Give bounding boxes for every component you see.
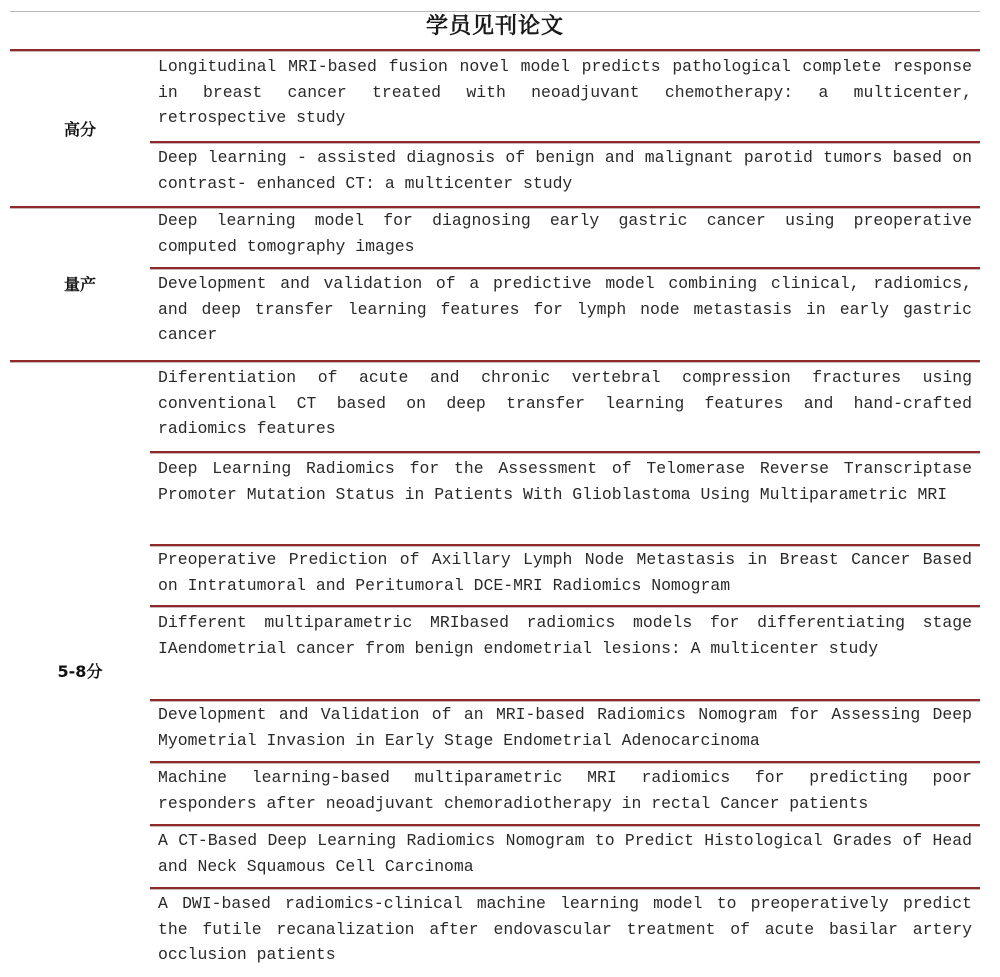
paper-title: Longitudinal MRI-based fusion novel model predicts pathological complete response in breast cancer treated with neoadjuvant chemotherapy: a multicenter, retrospective study <box>158 57 972 127</box>
paper-title: Different multiparametric MRIbased radiomics models for differentiating stage IAendometrial cancer from benign endometrial lesions: A multicenter study <box>158 613 972 658</box>
category-divider <box>10 360 980 363</box>
category-label-5-8-points: 5-8分 <box>57 662 103 681</box>
paper-title: Deep Learning Radiomics for the Assessment of Telomerase Reverse Transcriptase Promoter Mutation Status in Patients With Glioblastoma Using Multiparametric MRI <box>158 459 972 504</box>
page-title: 学员见刊论文 <box>425 14 564 39</box>
category-divider <box>10 49 980 52</box>
row-divider <box>150 605 980 608</box>
paper-title: Development and Validation of an MRI-based Radiomics Nomogram for Assessing Deep Myometrial Invasion in Early Stage Endometrial Adenocarcinoma <box>158 705 972 750</box>
row-divider <box>150 887 980 890</box>
paper-title: A DWI-based radiomics-clinical machine learning model to preoperatively predict the futile recanalization after endovascular treatment of acute basilar artery occlusion patients <box>158 894 972 964</box>
paper-title: Machine learning-based multiparametric MRI radiomics for predicting poor responders after neoadjuvant chemoradiotherapy in rectal Cancer patients <box>158 768 972 813</box>
paper-title: Deep learning - assisted diagnosis of benign and malignant parotid tumors based on contrast- enhanced CT: a multicenter study <box>158 148 972 193</box>
paper-title: Deep learning model for diagnosing early gastric cancer using preoperative computed tomography images <box>158 211 972 256</box>
row-divider <box>150 761 980 764</box>
paper-title: Diferentiation of acute and chronic vertebral compression fractures using conventional CT based on deep transfer learning features and hand-crafted radiomics features <box>158 368 972 438</box>
row-divider <box>150 451 980 454</box>
row-divider <box>150 267 980 270</box>
paper-title: A CT-Based Deep Learning Radiomics Nomogram to Predict Histological Grades of Head and Neck Squamous Cell Carcinoma <box>158 831 972 876</box>
row-divider <box>150 141 980 144</box>
row-divider <box>150 824 980 827</box>
category-label-mass-production: 量产 <box>63 275 96 294</box>
paper-title: Development and validation of a predictive model combining clinical, radiomics, and deep transfer learning features for lymph node metastasis in early gastric cancer <box>158 274 972 344</box>
paper-title: Preoperative Prediction of Axillary Lymph Node Metastasis in Breast Cancer Based on Intratumoral and Peritumoral DCE-MRI Radiomics Nomogram <box>158 550 972 595</box>
category-label-high-score: 高分 <box>63 120 96 139</box>
